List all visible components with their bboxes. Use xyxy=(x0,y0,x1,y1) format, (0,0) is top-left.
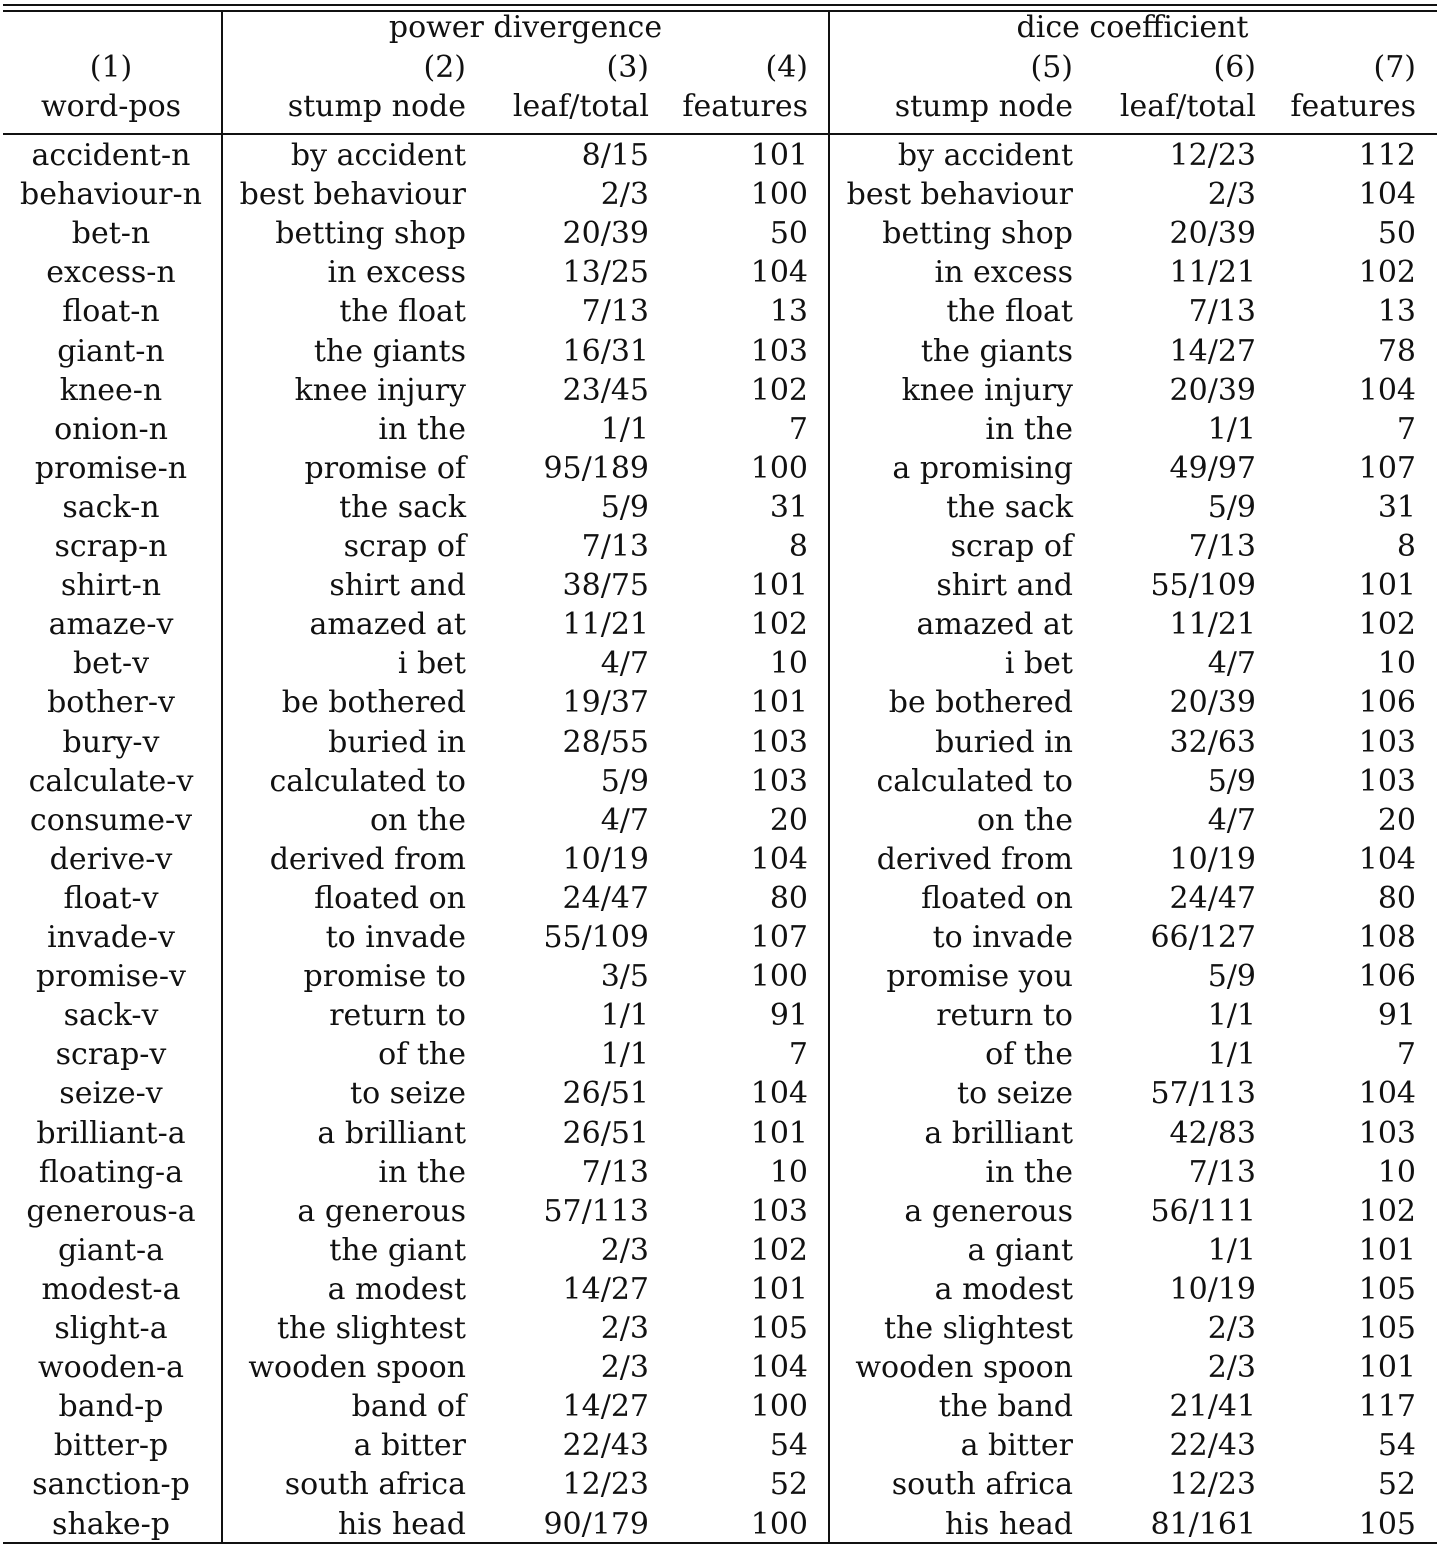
leaf-total-pd-cell: 16/31 xyxy=(562,334,649,369)
stump-node-pd-cell: be bothered xyxy=(281,685,466,720)
stump-node-pd-cell: derived from xyxy=(269,842,466,877)
leaf-total-dice-cell: 81/161 xyxy=(1150,1507,1256,1542)
word-pos-cell: wooden-a xyxy=(37,1350,185,1385)
features-dice-cell: 7 xyxy=(1396,1037,1416,1072)
stump-node-pd-cell: in the xyxy=(378,1155,466,1190)
word-pos-cell: consume-v xyxy=(29,803,193,838)
leaf-total-dice-cell: 7/13 xyxy=(1188,1155,1256,1190)
leaf-total-dice-cell: 4/7 xyxy=(1207,646,1256,681)
stump-node-pd-cell: a bitter xyxy=(353,1428,466,1463)
column-header-leaf-total-dice: leaf/total xyxy=(1119,89,1256,124)
features-dice-cell: 31 xyxy=(1377,490,1416,525)
stump-node-dice-cell: his head xyxy=(944,1507,1073,1542)
leaf-total-pd-cell: 2/3 xyxy=(600,1311,649,1346)
features-pd-cell: 52 xyxy=(769,1467,808,1502)
stump-node-dice-cell: promise you xyxy=(886,959,1073,994)
stump-node-dice-cell: a bitter xyxy=(960,1428,1073,1463)
features-pd-cell: 13 xyxy=(769,294,808,329)
stump-node-pd-cell: to invade xyxy=(325,920,466,955)
stump-node-pd-cell: band of xyxy=(351,1389,466,1424)
features-pd-cell: 100 xyxy=(750,177,808,212)
leaf-total-dice-cell: 11/21 xyxy=(1169,255,1256,290)
stump-node-pd-cell: the float xyxy=(339,294,466,329)
leaf-total-dice-cell: 32/63 xyxy=(1169,725,1256,760)
features-pd-cell: 103 xyxy=(750,334,808,369)
features-dice-cell: 106 xyxy=(1358,959,1416,994)
word-pos-cell: onion-n xyxy=(54,412,168,447)
features-dice-cell: 101 xyxy=(1358,1233,1416,1268)
features-pd-cell: 103 xyxy=(750,1194,808,1229)
stump-node-dice-cell: shirt and xyxy=(936,568,1073,603)
leaf-total-pd-cell: 14/27 xyxy=(562,1389,649,1424)
stump-node-dice-cell: buried in xyxy=(935,725,1073,760)
column-header-word-pos: word-pos xyxy=(40,89,182,124)
stump-node-pd-cell: a brilliant xyxy=(317,1116,466,1151)
column-header-features-dice: features xyxy=(1290,89,1416,124)
stump-node-dice-cell: south africa xyxy=(891,1467,1073,1502)
column-number-4: (4) xyxy=(765,50,808,85)
stump-node-pd-cell: return to xyxy=(329,998,466,1033)
features-pd-cell: 101 xyxy=(750,138,808,173)
word-pos-cell: shake-p xyxy=(52,1507,170,1542)
stump-node-dice-cell: the giants xyxy=(920,334,1073,369)
leaf-total-dice-cell: 49/97 xyxy=(1169,451,1256,486)
leaf-total-pd-cell: 23/45 xyxy=(562,373,649,408)
stump-node-dice-cell: the sack xyxy=(946,490,1073,525)
leaf-total-dice-cell: 2/3 xyxy=(1207,1350,1256,1385)
word-pos-cell: invade-v xyxy=(47,920,175,955)
stump-node-dice-cell: to invade xyxy=(932,920,1073,955)
stump-node-pd-cell: shirt and xyxy=(329,568,466,603)
features-pd-cell: 100 xyxy=(750,451,808,486)
features-pd-cell: 20 xyxy=(769,803,808,838)
features-pd-cell: 91 xyxy=(769,998,808,1033)
stump-node-dice-cell: derived from xyxy=(876,842,1073,877)
features-dice-cell: 107 xyxy=(1358,451,1416,486)
stump-node-dice-cell: the float xyxy=(946,294,1073,329)
stump-node-dice-cell: in the xyxy=(985,412,1073,447)
word-pos-cell: excess-n xyxy=(46,255,176,290)
leaf-total-dice-cell: 21/41 xyxy=(1169,1389,1256,1424)
leaf-total-pd-cell: 1/1 xyxy=(600,1037,649,1072)
leaf-total-dice-cell: 7/13 xyxy=(1188,529,1256,564)
features-pd-cell: 101 xyxy=(750,568,808,603)
word-pos-cell: shirt-n xyxy=(60,568,162,603)
features-pd-cell: 101 xyxy=(750,1272,808,1307)
features-dice-cell: 101 xyxy=(1358,568,1416,603)
features-dice-cell: 108 xyxy=(1358,920,1416,955)
stump-node-dice-cell: to seize xyxy=(957,1076,1073,1111)
leaf-total-dice-cell: 12/23 xyxy=(1169,1467,1256,1502)
leaf-total-dice-cell: 20/39 xyxy=(1169,685,1256,720)
features-dice-cell: 117 xyxy=(1358,1389,1416,1424)
leaf-total-pd-cell: 3/5 xyxy=(600,959,649,994)
leaf-total-pd-cell: 7/13 xyxy=(581,1155,649,1190)
stump-node-pd-cell: scrap of xyxy=(343,529,466,564)
stump-node-pd-cell: knee injury xyxy=(294,373,466,408)
stump-node-pd-cell: the giant xyxy=(329,1233,466,1268)
features-pd-cell: 103 xyxy=(750,764,808,799)
leaf-total-pd-cell: 14/27 xyxy=(562,1272,649,1307)
group-header-power-divergence: power divergence xyxy=(388,10,663,45)
stump-node-pd-cell: buried in xyxy=(328,725,466,760)
stump-node-dice-cell: a modest xyxy=(934,1272,1073,1307)
stump-node-pd-cell: on the xyxy=(369,803,466,838)
stump-node-dice-cell: a promising xyxy=(892,451,1073,486)
leaf-total-dice-cell: 20/39 xyxy=(1169,373,1256,408)
features-dice-cell: 52 xyxy=(1377,1467,1416,1502)
leaf-total-dice-cell: 56/111 xyxy=(1150,1194,1256,1229)
stump-node-pd-cell: the sack xyxy=(339,490,466,525)
word-pos-cell: derive-v xyxy=(49,842,173,877)
features-dice-cell: 104 xyxy=(1358,177,1416,212)
top-rule-outer xyxy=(3,4,1437,6)
features-pd-cell: 102 xyxy=(750,373,808,408)
word-pos-cell: seize-v xyxy=(59,1076,163,1111)
stump-node-dice-cell: knee injury xyxy=(901,373,1073,408)
leaf-total-pd-cell: 24/47 xyxy=(562,881,649,916)
stump-node-pd-cell: promise to xyxy=(303,959,466,994)
stump-node-pd-cell: floated on xyxy=(314,881,466,916)
stump-node-dice-cell: the band xyxy=(938,1389,1073,1424)
word-pos-cell: brilliant-a xyxy=(36,1116,186,1151)
leaf-total-pd-cell: 19/37 xyxy=(562,685,649,720)
column-number-6: (6) xyxy=(1213,50,1256,85)
header-rule xyxy=(3,133,1437,135)
leaf-total-dice-cell: 42/83 xyxy=(1169,1116,1256,1151)
features-pd-cell: 101 xyxy=(750,1116,808,1151)
features-dice-cell: 10 xyxy=(1377,646,1416,681)
word-pos-cell: float-n xyxy=(62,294,160,329)
word-pos-cell: bitter-p xyxy=(53,1428,169,1463)
leaf-total-pd-cell: 12/23 xyxy=(562,1467,649,1502)
leaf-total-dice-cell: 10/19 xyxy=(1169,842,1256,877)
features-pd-cell: 31 xyxy=(769,490,808,525)
features-dice-cell: 10 xyxy=(1377,1155,1416,1190)
leaf-total-dice-cell: 5/9 xyxy=(1207,959,1256,994)
stump-node-dice-cell: best behaviour xyxy=(846,177,1073,212)
leaf-total-pd-cell: 1/1 xyxy=(600,998,649,1033)
leaf-total-dice-cell: 7/13 xyxy=(1188,294,1256,329)
leaf-total-dice-cell: 1/1 xyxy=(1207,1233,1256,1268)
leaf-total-dice-cell: 55/109 xyxy=(1150,568,1256,603)
features-dice-cell: 80 xyxy=(1377,881,1416,916)
leaf-total-pd-cell: 95/189 xyxy=(543,451,649,486)
stump-node-dice-cell: be bothered xyxy=(888,685,1073,720)
features-pd-cell: 104 xyxy=(750,255,808,290)
leaf-total-pd-cell: 26/51 xyxy=(562,1076,649,1111)
leaf-total-dice-cell: 5/9 xyxy=(1207,764,1256,799)
column-number-7: (7) xyxy=(1373,50,1416,85)
stump-node-dice-cell: floated on xyxy=(921,881,1073,916)
column-header-stump-node-pd: stump node xyxy=(287,89,466,124)
leaf-total-dice-cell: 57/113 xyxy=(1150,1076,1256,1111)
word-pos-cell: promise-v xyxy=(36,959,186,994)
leaf-total-pd-cell: 5/9 xyxy=(600,490,649,525)
stump-node-dice-cell: amazed at xyxy=(916,607,1073,642)
column-number-5: (5) xyxy=(1030,50,1073,85)
column-header-stump-node-dice: stump node xyxy=(894,89,1073,124)
stump-node-pd-cell: wooden spoon xyxy=(248,1350,466,1385)
word-pos-cell: bury-v xyxy=(62,725,160,760)
word-pos-cell: accident-n xyxy=(31,138,191,173)
stump-node-pd-cell: amazed at xyxy=(309,607,466,642)
features-dice-cell: 102 xyxy=(1358,255,1416,290)
stump-node-pd-cell: by accident xyxy=(290,138,466,173)
column-number-2: (2) xyxy=(423,50,466,85)
features-pd-cell: 54 xyxy=(769,1428,808,1463)
leaf-total-pd-cell: 90/179 xyxy=(543,1507,649,1542)
features-dice-cell: 50 xyxy=(1377,216,1416,251)
stump-node-dice-cell: in the xyxy=(985,1155,1073,1190)
word-pos-cell: calculate-v xyxy=(28,764,194,799)
word-pos-cell: scrap-v xyxy=(55,1037,167,1072)
word-pos-cell: behaviour-n xyxy=(20,177,202,212)
features-pd-cell: 10 xyxy=(769,646,808,681)
stump-node-pd-cell: in the xyxy=(378,412,466,447)
stump-node-dice-cell: i bet xyxy=(1004,646,1073,681)
features-pd-cell: 80 xyxy=(769,881,808,916)
leaf-total-pd-cell: 2/3 xyxy=(600,1233,649,1268)
features-pd-cell: 104 xyxy=(750,1076,808,1111)
leaf-total-pd-cell: 26/51 xyxy=(562,1116,649,1151)
features-pd-cell: 7 xyxy=(788,1037,808,1072)
leaf-total-dice-cell: 4/7 xyxy=(1207,803,1256,838)
leaf-total-dice-cell: 10/19 xyxy=(1169,1272,1256,1307)
stump-node-pd-cell: i bet xyxy=(397,646,466,681)
leaf-total-pd-cell: 10/19 xyxy=(562,842,649,877)
stump-node-dice-cell: betting shop xyxy=(882,216,1073,251)
features-dice-cell: 7 xyxy=(1396,412,1416,447)
word-pos-cell: giant-n xyxy=(57,334,165,369)
features-dice-cell: 102 xyxy=(1358,607,1416,642)
features-pd-cell: 100 xyxy=(750,959,808,994)
stump-node-pd-cell: a modest xyxy=(327,1272,466,1307)
leaf-total-dice-cell: 14/27 xyxy=(1169,334,1256,369)
leaf-total-pd-cell: 20/39 xyxy=(562,216,649,251)
stump-node-dice-cell: by accident xyxy=(897,138,1073,173)
features-dice-cell: 20 xyxy=(1377,803,1416,838)
features-dice-cell: 54 xyxy=(1377,1428,1416,1463)
word-pos-cell: bet-n xyxy=(71,216,151,251)
word-pos-cell: sack-n xyxy=(62,490,160,525)
stump-node-pd-cell: best behaviour xyxy=(239,177,466,212)
leaf-total-dice-cell: 22/43 xyxy=(1169,1428,1256,1463)
word-pos-cell: bet-v xyxy=(72,646,150,681)
leaf-total-dice-cell: 2/3 xyxy=(1207,1311,1256,1346)
leaf-total-dice-cell: 1/1 xyxy=(1207,412,1256,447)
features-dice-cell: 112 xyxy=(1358,138,1416,173)
features-dice-cell: 105 xyxy=(1358,1272,1416,1307)
features-dice-cell: 13 xyxy=(1377,294,1416,329)
leaf-total-pd-cell: 38/75 xyxy=(562,568,649,603)
column-header-features-pd: features xyxy=(682,89,808,124)
features-pd-cell: 100 xyxy=(750,1507,808,1542)
leaf-total-dice-cell: 12/23 xyxy=(1169,138,1256,173)
features-pd-cell: 103 xyxy=(750,725,808,760)
leaf-total-dice-cell: 1/1 xyxy=(1207,1037,1256,1072)
leaf-total-dice-cell: 2/3 xyxy=(1207,177,1256,212)
leaf-total-pd-cell: 7/13 xyxy=(581,529,649,564)
leaf-total-pd-cell: 8/15 xyxy=(581,138,649,173)
stump-node-dice-cell: calculated to xyxy=(876,764,1073,799)
features-pd-cell: 104 xyxy=(750,842,808,877)
leaf-total-pd-cell: 4/7 xyxy=(600,803,649,838)
stump-node-pd-cell: in excess xyxy=(327,255,466,290)
leaf-total-pd-cell: 4/7 xyxy=(600,646,649,681)
stump-node-dice-cell: a brilliant xyxy=(924,1116,1073,1151)
stump-node-pd-cell: betting shop xyxy=(275,216,466,251)
leaf-total-dice-cell: 66/127 xyxy=(1150,920,1256,955)
leaf-total-pd-cell: 2/3 xyxy=(600,1350,649,1385)
features-pd-cell: 10 xyxy=(769,1155,808,1190)
features-dice-cell: 91 xyxy=(1377,998,1416,1033)
leaf-total-pd-cell: 13/25 xyxy=(562,255,649,290)
features-pd-cell: 102 xyxy=(750,607,808,642)
stump-node-dice-cell: in excess xyxy=(934,255,1073,290)
word-pos-cell: generous-a xyxy=(26,1194,196,1229)
features-pd-cell: 107 xyxy=(750,920,808,955)
features-pd-cell: 101 xyxy=(750,685,808,720)
features-pd-cell: 8 xyxy=(788,529,808,564)
leaf-total-pd-cell: 55/109 xyxy=(543,920,649,955)
features-dice-cell: 105 xyxy=(1358,1507,1416,1542)
word-pos-cell: floating-a xyxy=(38,1155,184,1190)
column-number-1: (1) xyxy=(89,50,133,85)
stump-node-pd-cell: a generous xyxy=(297,1194,466,1229)
word-pos-cell: giant-a xyxy=(57,1233,165,1268)
features-pd-cell: 102 xyxy=(750,1233,808,1268)
column-number-3: (3) xyxy=(606,50,649,85)
stump-node-dice-cell: return to xyxy=(936,998,1073,1033)
stump-node-pd-cell: the slightest xyxy=(276,1311,466,1346)
features-dice-cell: 105 xyxy=(1358,1311,1416,1346)
stump-node-dice-cell: on the xyxy=(976,803,1073,838)
stump-node-pd-cell: promise of xyxy=(304,451,466,486)
word-pos-cell: slight-a xyxy=(54,1311,168,1346)
leaf-total-dice-cell: 11/21 xyxy=(1169,607,1256,642)
stump-node-pd-cell: of the xyxy=(378,1037,466,1072)
stump-node-dice-cell: the slightest xyxy=(883,1311,1073,1346)
word-pos-cell: sack-v xyxy=(63,998,159,1033)
word-pos-cell: modest-a xyxy=(41,1272,181,1307)
leaf-total-pd-cell: 11/21 xyxy=(562,607,649,642)
leaf-total-pd-cell: 57/113 xyxy=(543,1194,649,1229)
features-dice-cell: 78 xyxy=(1377,334,1416,369)
word-pos-cell: amaze-v xyxy=(48,607,174,642)
word-pos-cell: knee-n xyxy=(59,373,163,408)
features-dice-cell: 102 xyxy=(1358,1194,1416,1229)
features-pd-cell: 7 xyxy=(788,412,808,447)
features-dice-cell: 101 xyxy=(1358,1350,1416,1385)
features-dice-cell: 103 xyxy=(1358,725,1416,760)
leaf-total-pd-cell: 28/55 xyxy=(562,725,649,760)
features-dice-cell: 104 xyxy=(1358,842,1416,877)
leaf-total-dice-cell: 20/39 xyxy=(1169,216,1256,251)
stump-node-dice-cell: scrap of xyxy=(950,529,1073,564)
stump-node-dice-cell: of the xyxy=(985,1037,1073,1072)
features-dice-cell: 104 xyxy=(1358,373,1416,408)
group-header-dice-coefficient: dice coefficient xyxy=(1016,10,1249,45)
stump-node-dice-cell: a generous xyxy=(904,1194,1073,1229)
leaf-total-pd-cell: 22/43 xyxy=(562,1428,649,1463)
word-pos-cell: bother-v xyxy=(47,685,175,720)
stump-node-dice-cell: wooden spoon xyxy=(855,1350,1073,1385)
features-pd-cell: 104 xyxy=(750,1350,808,1385)
leaf-total-pd-cell: 7/13 xyxy=(581,294,649,329)
leaf-total-dice-cell: 24/47 xyxy=(1169,881,1256,916)
features-dice-cell: 106 xyxy=(1358,685,1416,720)
column-header-leaf-total-pd: leaf/total xyxy=(512,89,649,124)
features-dice-cell: 104 xyxy=(1358,1076,1416,1111)
leaf-total-pd-cell: 1/1 xyxy=(600,412,649,447)
stump-node-pd-cell: calculated to xyxy=(269,764,466,799)
features-dice-cell: 103 xyxy=(1358,1116,1416,1151)
stump-node-pd-cell: to seize xyxy=(350,1076,466,1111)
word-pos-cell: float-v xyxy=(63,881,159,916)
features-dice-cell: 103 xyxy=(1358,764,1416,799)
word-pos-cell: promise-n xyxy=(34,451,188,486)
leaf-total-pd-cell: 5/9 xyxy=(600,764,649,799)
word-pos-cell: band-p xyxy=(58,1389,164,1424)
features-pd-cell: 50 xyxy=(769,216,808,251)
stump-node-dice-cell: a giant xyxy=(967,1233,1073,1268)
stump-node-pd-cell: the giants xyxy=(313,334,466,369)
features-pd-cell: 100 xyxy=(750,1389,808,1424)
features-pd-cell: 105 xyxy=(750,1311,808,1346)
word-pos-cell: sanction-p xyxy=(32,1467,190,1502)
stump-node-pd-cell: south africa xyxy=(284,1467,466,1502)
leaf-total-dice-cell: 5/9 xyxy=(1207,490,1256,525)
leaf-total-pd-cell: 2/3 xyxy=(600,177,649,212)
features-dice-cell: 8 xyxy=(1396,529,1416,564)
word-pos-cell: scrap-n xyxy=(54,529,168,564)
stump-node-pd-cell: his head xyxy=(337,1507,466,1542)
leaf-total-dice-cell: 1/1 xyxy=(1207,998,1256,1033)
